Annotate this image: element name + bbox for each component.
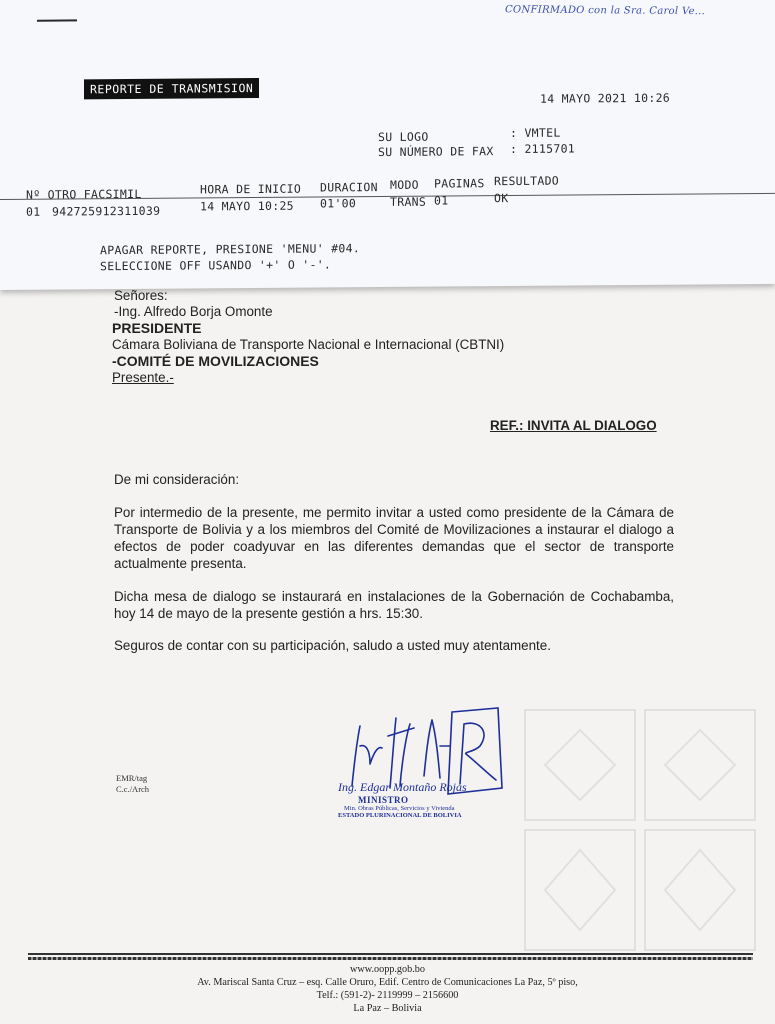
fax-datetime: 14 MAYO 2021 10:26 <box>540 90 671 106</box>
paragraph-closing: Seguros de contar con su participación, saludo a usted muy atentamente. <box>114 638 551 653</box>
presente-line: Presente.- <box>112 370 174 385</box>
fax-report-title: REPORTE DE TRANSMISION <box>84 78 259 99</box>
pen-mark <box>37 19 77 21</box>
signer-name: Ing. Edgar Montaño Rojas <box>338 780 467 794</box>
footer-city: La Paz – Bolivia <box>353 1003 422 1014</box>
footer-phone: Telf.: (591-2)- 2119999 – 2156600 <box>316 990 459 1001</box>
reference-line: REF.: INVITA AL DIALOGO <box>490 418 657 433</box>
row-result: OK <box>494 191 509 206</box>
paragraph-invitation: Por intermedio de la presente, me permito invitar a usted como presidente de la Cámara de Transporte de Bolivia y a los miembros del Comité de Movilizaciones a instaurar el dialogo a efectos de poder coadyuvar en las diferentes demandas que el sector de transporte actualmente presenta. <box>114 505 674 571</box>
letter-salutation: Señores: <box>114 288 168 303</box>
fax-transmission-report <box>0 0 775 290</box>
signer-title: MINISTRO <box>358 795 409 805</box>
handwritten-note: CONFIRMADO con la Sra. Carol Ve... <box>504 4 706 18</box>
signer-ministry: Min. Obras Públicas, Servicios y Vivienda <box>344 805 455 812</box>
fax-instruction-1: APAGAR REPORTE, PRESIONE 'MENU' #04. <box>100 241 361 258</box>
footer-rule <box>28 953 753 955</box>
fax-number-value: : 2115701 <box>510 141 576 156</box>
footer-address: Av. Mariscal Santa Cruz – esq. Calle Oruro, Edif. Centro de Comunicaciones La Paz, 5º piso, <box>197 977 578 988</box>
row-mode: TRANS <box>390 194 427 209</box>
col-duration: DURACION <box>320 180 378 195</box>
col-other-fax: Nº OTRO FACSIMIL <box>26 186 142 202</box>
watermark-pattern <box>515 700 765 960</box>
fax-instruction-2: SELECCIONE OFF USANDO '+' O '-'. <box>100 257 332 274</box>
row-pages: 01 <box>434 193 449 208</box>
row-index: 01 <box>26 204 41 219</box>
signature-stamp <box>338 780 508 819</box>
footer-website: www.oopp.gob.bo <box>350 964 425 975</box>
letter-greeting: De mi consideración: <box>114 472 240 487</box>
footer-rule-pattern <box>28 957 753 960</box>
initials-line-2: C.c./Arch <box>116 784 150 794</box>
fax-number-label: SU NÚMERO DE FAX <box>378 144 494 160</box>
addressee-name: -Ing. Alfredo Borja Omonte <box>114 304 273 319</box>
signer-state: ESTADO PLURINACIONAL DE BOLIVIA <box>338 812 462 819</box>
col-result: RESULTADO <box>494 173 560 189</box>
fax-logo-label: SU LOGO <box>378 129 429 145</box>
addressee-organization: Cámara Boliviana de Transporte Nacional e Internacional (CBTNI) <box>112 337 505 352</box>
addressee-role: PRESIDENTE <box>112 320 202 336</box>
fax-logo-value: : VMTEL <box>510 125 561 140</box>
row-duration: 01'00 <box>320 196 357 211</box>
col-mode: MODO <box>390 177 419 192</box>
addressee-committee: -COMITÉ DE MOVILIZACIONES <box>112 353 319 369</box>
col-pages: PAGINAS <box>434 176 485 191</box>
paragraph-meeting: Dicha mesa de dialogo se instaurará en instalaciones de la Gobernación de Cochabamba, hoy 14 de mayo de la presente gestión a hrs. 15:30. <box>114 589 674 621</box>
row-start: 14 MAYO 10:25 <box>200 198 294 214</box>
row-number: 942725912311039 <box>52 203 161 219</box>
col-start-time: HORA DE INICIO <box>200 181 302 197</box>
initials-line-1: EMR/tag <box>116 773 148 783</box>
